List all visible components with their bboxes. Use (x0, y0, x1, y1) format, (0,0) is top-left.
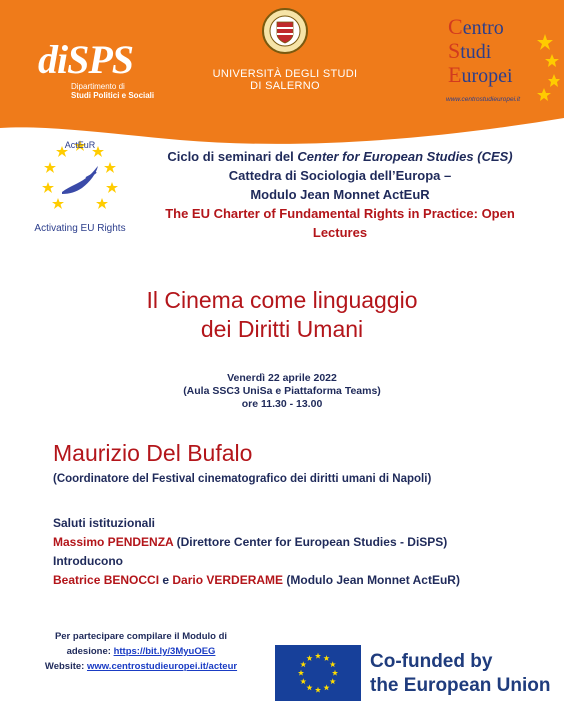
introducer-role: (Modulo Jean Monnet ActEuR) (283, 573, 460, 587)
website-line: Website: www.centrostudieuropei.it/acteur (44, 661, 238, 672)
event-date: Venerdì 22 aprile 2022 (227, 372, 337, 384)
speaker-role: (Coordinatore del Festival cinematografico dei diritti umani di Napoli) (53, 473, 432, 485)
intro-line1: Ciclo di seminari del Center for European Studies (CES) (167, 149, 513, 164)
cse-word-studi: Studi (448, 38, 492, 63)
eu-flag-icon (275, 645, 361, 706)
acteur-caption: Activating EU Rights (34, 223, 126, 234)
disps-dept-line1: Dipartimento di (71, 82, 125, 91)
event-place: (Aula SSC3 UniSa e Piattaforma Teams) (183, 385, 381, 397)
disps-logo (38, 37, 155, 100)
disps-dept-line2: Studi Politici e Sociali (71, 91, 155, 100)
seminar-intro (140, 147, 540, 242)
program (53, 514, 460, 590)
intro-line2: Cattedra di Sociologia dell’Europa – (228, 168, 452, 183)
speaker-name: Maurizio Del Bufalo (53, 440, 253, 466)
university-logo (200, 8, 370, 92)
greetings-label: Saluti istituzionali (53, 516, 156, 530)
registration-line2: adesione: https://bit.ly/3MyuOEG (66, 646, 216, 657)
cse-url: www.centrostudieuropei.it (446, 96, 521, 103)
eu-cofunded-line2: the European Union (370, 675, 551, 696)
intro-line3: Modulo Jean Monnet ActEuR (250, 187, 430, 202)
registration-form-link[interactable]: https://bit.ly/3MyuOEG (113, 646, 216, 657)
cse-stars-icon (530, 32, 560, 102)
intro-line4: The EU Charter of Fundamental Rights in Practice: Open (165, 206, 515, 221)
event-title-line2: dei Diritti Umani (200, 316, 364, 342)
university-seal-icon (262, 8, 308, 54)
eu-cofunded-text (370, 650, 551, 698)
website-link[interactable]: www.centrostudieuropei.it/acteur (86, 661, 238, 672)
acteur-wordmark: ActEuR (64, 140, 96, 150)
introducer-name-2: Dario VERDERAME (172, 573, 284, 587)
disps-wordmark: diSPS (38, 37, 134, 82)
introducers-label: Introducono (53, 554, 123, 568)
eu-cofunded-line1: Co-funded by (370, 651, 493, 672)
event-title-line1: Il Cinema come linguaggio (146, 287, 418, 313)
university-name-line2: DI SALERNO (250, 80, 320, 92)
intro-line5: Lectures (312, 225, 368, 240)
greeter-line (53, 533, 460, 552)
introducer-name-1: Beatrice BENOCCI (53, 573, 160, 587)
event-details (0, 372, 564, 411)
registration-line1: Per partecipare compilare il Modulo di (54, 631, 228, 642)
acteur-logo (20, 138, 140, 234)
introducers-line (53, 571, 460, 590)
cse-word-europei: Europei (448, 62, 513, 87)
cse-word-centro: Centro (448, 14, 504, 39)
greeter-role: (Direttore Center for European Studies - DiSPS) (173, 535, 448, 549)
event-time: ore 11.30 - 13.00 (241, 398, 323, 410)
event-title (0, 286, 564, 344)
registration-info (16, 629, 266, 674)
greeter-name: Massimo PENDENZA (53, 535, 174, 549)
centro-studi-europei-logo (444, 12, 560, 112)
university-name-line1: UNIVERSITÀ DEGLI STUDI (212, 68, 358, 80)
introducer-conjunction: e (159, 573, 173, 587)
